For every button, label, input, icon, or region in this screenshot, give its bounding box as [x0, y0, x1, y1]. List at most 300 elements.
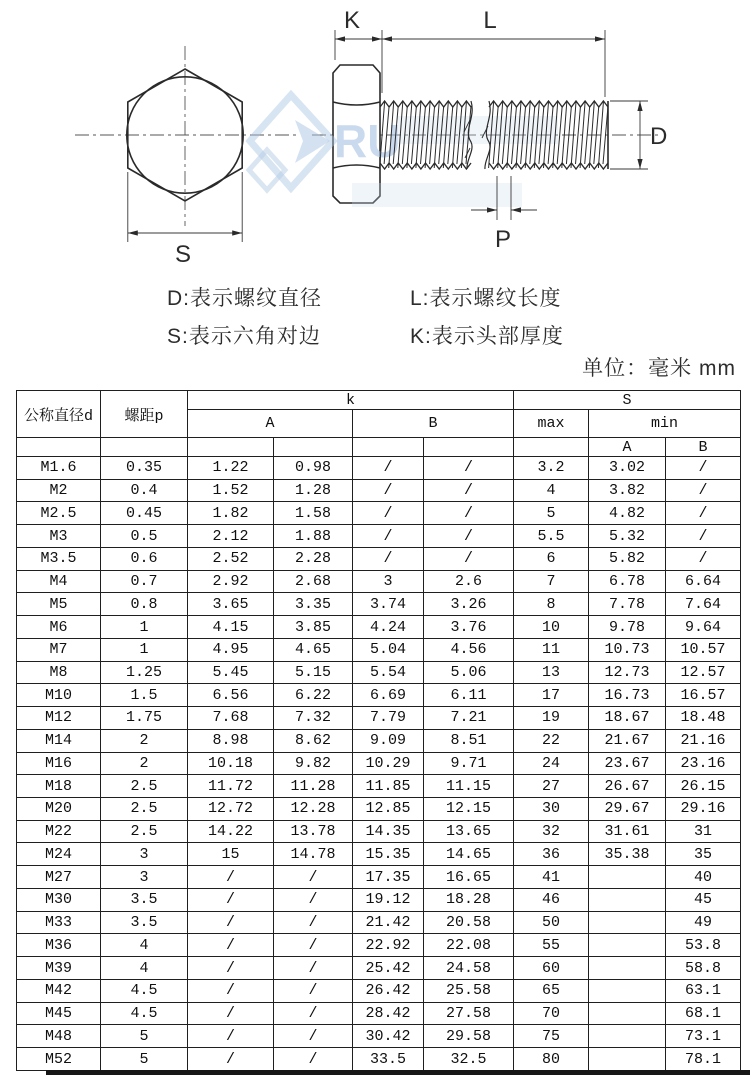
cell: 7.68 [188, 707, 274, 730]
cell: 3.26 [424, 593, 514, 616]
cell: 6.22 [274, 684, 353, 707]
legend-d-thread-diameter: D:表示螺纹直径 [167, 287, 322, 310]
cell: 11.85 [353, 775, 424, 798]
cell: 1.75 [101, 707, 188, 730]
table-row [17, 547, 741, 570]
cell: 10.57 [666, 638, 741, 661]
cell: 0.35 [101, 457, 188, 480]
cell: 16.57 [666, 684, 741, 707]
header-spacer [188, 438, 274, 457]
cell: 12.15 [424, 798, 514, 821]
cell: 31.61 [589, 820, 666, 843]
cell: 19.12 [353, 888, 424, 911]
cell [589, 1002, 666, 1025]
cell: / [188, 911, 274, 934]
cell: 8.62 [274, 729, 353, 752]
header-spacer [17, 438, 101, 457]
cell: M45 [17, 1002, 101, 1025]
cell: 3.5 [101, 888, 188, 911]
cell: 13.78 [274, 820, 353, 843]
cell: / [274, 1025, 353, 1048]
cell: 21.16 [666, 729, 741, 752]
cell: 0.5 [101, 525, 188, 548]
table-row [17, 729, 741, 752]
cell: 7.21 [424, 707, 514, 730]
cell: 46 [514, 888, 589, 911]
cell: / [424, 547, 514, 570]
header-k: k [188, 391, 514, 410]
cell: 4 [514, 479, 589, 502]
cell: 2.92 [188, 570, 274, 593]
cell: 5.06 [424, 661, 514, 684]
arrowhead [128, 230, 138, 235]
cell: 5.45 [188, 661, 274, 684]
cell: 26.15 [666, 775, 741, 798]
table-row [17, 457, 741, 480]
arrowhead [232, 230, 242, 235]
header-spacer [101, 438, 188, 457]
cell [589, 1025, 666, 1048]
cell: M52 [17, 1048, 101, 1071]
cell: 3.5 [101, 911, 188, 934]
cell: 18.48 [666, 707, 741, 730]
cell: 5 [101, 1025, 188, 1048]
cell: 12.57 [666, 661, 741, 684]
cell: 4.56 [424, 638, 514, 661]
cell: 4.15 [188, 616, 274, 639]
arrowhead [372, 36, 382, 41]
cell: 7.78 [589, 593, 666, 616]
cell: 22.08 [424, 934, 514, 957]
table-row [17, 1048, 741, 1071]
cell: M3.5 [17, 547, 101, 570]
cell: 33.5 [353, 1048, 424, 1071]
cell: 0.6 [101, 547, 188, 570]
cell: 6.64 [666, 570, 741, 593]
cell: M2.5 [17, 502, 101, 525]
cell: 1 [101, 638, 188, 661]
arrowhead [511, 207, 521, 212]
cell: / [188, 957, 274, 980]
cell: 8 [514, 593, 589, 616]
cell: 80 [514, 1048, 589, 1071]
cell: 2 [101, 752, 188, 775]
cell: 0.4 [101, 479, 188, 502]
cell: 7.64 [666, 593, 741, 616]
cell: / [353, 547, 424, 570]
dim-label-k: K [343, 7, 361, 34]
cell: M22 [17, 820, 101, 843]
arrowhead [335, 36, 345, 41]
table-row [17, 888, 741, 911]
cell: 25.42 [353, 957, 424, 980]
cell: 2.12 [188, 525, 274, 548]
bolt-technical-drawing [0, 0, 750, 272]
cell: 11.28 [274, 775, 353, 798]
cell [589, 866, 666, 889]
cell: 14.78 [274, 843, 353, 866]
cell: 40 [666, 866, 741, 889]
cell: / [188, 866, 274, 889]
cell: M3 [17, 525, 101, 548]
dim-label-p: P [494, 226, 512, 253]
cell: / [353, 479, 424, 502]
table-row [17, 1025, 741, 1048]
cell: 3 [353, 570, 424, 593]
cell: 49 [666, 911, 741, 934]
cell: 4 [101, 934, 188, 957]
cell: 4.65 [274, 638, 353, 661]
cell: / [666, 479, 741, 502]
cell: 3.02 [589, 457, 666, 480]
cell: 6.56 [188, 684, 274, 707]
cell: 21.42 [353, 911, 424, 934]
cell: 16.73 [589, 684, 666, 707]
cell: 11 [514, 638, 589, 661]
cell: M27 [17, 866, 101, 889]
table-row [17, 775, 741, 798]
cell: / [424, 479, 514, 502]
cell: 10.73 [589, 638, 666, 661]
cell: 45 [666, 888, 741, 911]
cell: 5 [101, 1048, 188, 1071]
cell: 13.65 [424, 820, 514, 843]
cell: 8.98 [188, 729, 274, 752]
header-spacer [274, 438, 353, 457]
cell: / [353, 502, 424, 525]
cell: 1.82 [188, 502, 274, 525]
cell: 2.6 [424, 570, 514, 593]
arrowhead [595, 36, 605, 41]
table-row [17, 525, 741, 548]
cell: / [274, 911, 353, 934]
table-row [17, 957, 741, 980]
dim-label-l: L [483, 7, 497, 34]
cell: 17.35 [353, 866, 424, 889]
cell: 1.5 [101, 684, 188, 707]
cell: 28.42 [353, 1002, 424, 1025]
cell: 5 [514, 502, 589, 525]
cell: 17 [514, 684, 589, 707]
cell: M14 [17, 729, 101, 752]
cell: 55 [514, 934, 589, 957]
cell: / [666, 457, 741, 480]
cell: / [188, 1048, 274, 1071]
cell: 35 [666, 843, 741, 866]
cell: M33 [17, 911, 101, 934]
cell: 9.64 [666, 616, 741, 639]
cell: M16 [17, 752, 101, 775]
cell: 73.1 [666, 1025, 741, 1048]
cell: 3.76 [424, 616, 514, 639]
cell: 29.58 [424, 1025, 514, 1048]
cell: M39 [17, 957, 101, 980]
table-row [17, 911, 741, 934]
cell: 12.72 [188, 798, 274, 821]
cell: 2.68 [274, 570, 353, 593]
cell: / [274, 979, 353, 1002]
cell: M36 [17, 934, 101, 957]
cell: / [274, 888, 353, 911]
cell: 10.18 [188, 752, 274, 775]
cell: 5.15 [274, 661, 353, 684]
header-s: S [514, 391, 741, 410]
cell: 8.51 [424, 729, 514, 752]
cell: / [188, 1025, 274, 1048]
spec-table [16, 390, 741, 1071]
cell: 29.16 [666, 798, 741, 821]
table-row [17, 798, 741, 821]
cell: 4.24 [353, 616, 424, 639]
cell: 60 [514, 957, 589, 980]
table-row [17, 934, 741, 957]
cell: 18.28 [424, 888, 514, 911]
cell: / [666, 547, 741, 570]
cell: M10 [17, 684, 101, 707]
cell: 26.67 [589, 775, 666, 798]
cell: 58.8 [666, 957, 741, 980]
cell: 63.1 [666, 979, 741, 1002]
header-k-b: B [353, 410, 514, 438]
cell: 12.28 [274, 798, 353, 821]
cell: 9.82 [274, 752, 353, 775]
arrowhead [637, 101, 642, 111]
bolt-side-view [249, 65, 608, 207]
cell: / [666, 502, 741, 525]
table-row [17, 752, 741, 775]
cell: M18 [17, 775, 101, 798]
cell: / [274, 934, 353, 957]
cell: M1.6 [17, 457, 101, 480]
cell: / [353, 525, 424, 548]
cell: 41 [514, 866, 589, 889]
cell: 14.35 [353, 820, 424, 843]
cell: 19 [514, 707, 589, 730]
cell: M24 [17, 843, 101, 866]
cell: / [424, 525, 514, 548]
cell: / [274, 1002, 353, 1025]
cell: 3 [101, 843, 188, 866]
cell: 5.32 [589, 525, 666, 548]
cell: M8 [17, 661, 101, 684]
cell: 3.74 [353, 593, 424, 616]
cell: 23.16 [666, 752, 741, 775]
cell [589, 934, 666, 957]
cell: 27.58 [424, 1002, 514, 1025]
cell: / [188, 979, 274, 1002]
cell: / [353, 457, 424, 480]
cell: M20 [17, 798, 101, 821]
cell: M42 [17, 979, 101, 1002]
header-pitch: 螺距p [101, 391, 188, 438]
header-s-max: max [514, 410, 589, 438]
cell: M12 [17, 707, 101, 730]
cell: 68.1 [666, 1002, 741, 1025]
cell: 13 [514, 661, 589, 684]
cell: / [424, 457, 514, 480]
cell: 26.42 [353, 979, 424, 1002]
cell: 1.25 [101, 661, 188, 684]
cell: 7 [514, 570, 589, 593]
cell: 31 [666, 820, 741, 843]
dim-label-s: S [174, 241, 192, 268]
cell: 21.67 [589, 729, 666, 752]
cell: 0.45 [101, 502, 188, 525]
cell: 2.5 [101, 820, 188, 843]
cell: 16.65 [424, 866, 514, 889]
cell: 30.42 [353, 1025, 424, 1048]
cell: 35.38 [589, 843, 666, 866]
cell: / [424, 502, 514, 525]
arrowhead [487, 207, 497, 212]
arrowhead [382, 36, 392, 41]
cell: 5.82 [589, 547, 666, 570]
cell: 20.58 [424, 911, 514, 934]
cell: 4.82 [589, 502, 666, 525]
cell: 10 [514, 616, 589, 639]
cell: 1.52 [188, 479, 274, 502]
table-row [17, 866, 741, 889]
cell: 36 [514, 843, 589, 866]
header-s-min-b: B [666, 438, 741, 457]
cell: M7 [17, 638, 101, 661]
cell: 4.5 [101, 1002, 188, 1025]
cell: 5.54 [353, 661, 424, 684]
table-row [17, 616, 741, 639]
cell: 24.58 [424, 957, 514, 980]
table-row [17, 1002, 741, 1025]
table-row [17, 593, 741, 616]
cell: 9.78 [589, 616, 666, 639]
cell: 0.8 [101, 593, 188, 616]
cell: / [188, 934, 274, 957]
watermark-text: RU [334, 115, 401, 167]
table-row [17, 502, 741, 525]
cell: M4 [17, 570, 101, 593]
cell: 9.71 [424, 752, 514, 775]
unit-note: 单位：毫米 mm [582, 357, 736, 380]
header-s-min: min [589, 410, 741, 438]
cell: 3.35 [274, 593, 353, 616]
header-spacer [514, 438, 589, 457]
cell: M30 [17, 888, 101, 911]
cell: 12.73 [589, 661, 666, 684]
cell: 50 [514, 911, 589, 934]
cell: 0.7 [101, 570, 188, 593]
cell: 2.28 [274, 547, 353, 570]
cell: 3 [101, 866, 188, 889]
table-row [17, 820, 741, 843]
cell: 70 [514, 1002, 589, 1025]
header-spacer [353, 438, 424, 457]
cell: / [274, 957, 353, 980]
table-row [17, 570, 741, 593]
cell: M6 [17, 616, 101, 639]
cell [589, 911, 666, 934]
header-k-a: A [188, 410, 353, 438]
cell: / [188, 888, 274, 911]
cell: 1.22 [188, 457, 274, 480]
cell: 75 [514, 1025, 589, 1048]
header-nominal-diameter: 公称直径d [17, 391, 101, 438]
cell: M5 [17, 593, 101, 616]
cell: 12.85 [353, 798, 424, 821]
cell [589, 888, 666, 911]
cell: / [188, 1002, 274, 1025]
table-row [17, 638, 741, 661]
cell: 1.28 [274, 479, 353, 502]
arrowhead [637, 159, 642, 169]
cell: 22.92 [353, 934, 424, 957]
cell: 2.5 [101, 775, 188, 798]
cell: 53.8 [666, 934, 741, 957]
cell: 29.67 [589, 798, 666, 821]
cell: 18.67 [589, 707, 666, 730]
cell: / [274, 1048, 353, 1071]
header-s-min-a: A [589, 438, 666, 457]
cell: 2.52 [188, 547, 274, 570]
cell: 23.67 [589, 752, 666, 775]
cell: 32.5 [424, 1048, 514, 1071]
cell [589, 979, 666, 1002]
cell: / [274, 866, 353, 889]
cell: 14.22 [188, 820, 274, 843]
cell: 4.5 [101, 979, 188, 1002]
legend-k-head-thickness: K:表示头部厚度 [410, 325, 564, 348]
cell: 4 [101, 957, 188, 980]
cell: 3.2 [514, 457, 589, 480]
cell: 6.78 [589, 570, 666, 593]
cell: / [666, 525, 741, 548]
cell: 3.82 [589, 479, 666, 502]
cell: 14.65 [424, 843, 514, 866]
cell: 11.15 [424, 775, 514, 798]
cell: M48 [17, 1025, 101, 1048]
table-row [17, 979, 741, 1002]
cell: 15.35 [353, 843, 424, 866]
bottom-rule [46, 1070, 750, 1075]
cell: 24 [514, 752, 589, 775]
cell: 6 [514, 547, 589, 570]
cell [589, 1048, 666, 1071]
dim-label-d: D [650, 123, 668, 150]
cell: 1.58 [274, 502, 353, 525]
cell: 25.58 [424, 979, 514, 1002]
cell: 9.09 [353, 729, 424, 752]
cell: 32 [514, 820, 589, 843]
cell: 7.79 [353, 707, 424, 730]
cell: 6.11 [424, 684, 514, 707]
cell: 2 [101, 729, 188, 752]
cell: M2 [17, 479, 101, 502]
cell: 65 [514, 979, 589, 1002]
table-row [17, 684, 741, 707]
cell: 2.5 [101, 798, 188, 821]
cell: 11.72 [188, 775, 274, 798]
cell: 3.85 [274, 616, 353, 639]
legend-s-across-flats: S:表示六角对边 [167, 325, 321, 348]
table-row [17, 843, 741, 866]
cell: 15 [188, 843, 274, 866]
cell: 30 [514, 798, 589, 821]
cell: 3.65 [188, 593, 274, 616]
table-row [17, 479, 741, 502]
table-row [17, 707, 741, 730]
cell: 5.04 [353, 638, 424, 661]
cell: 6.69 [353, 684, 424, 707]
cell: 10.29 [353, 752, 424, 775]
cell [589, 957, 666, 980]
